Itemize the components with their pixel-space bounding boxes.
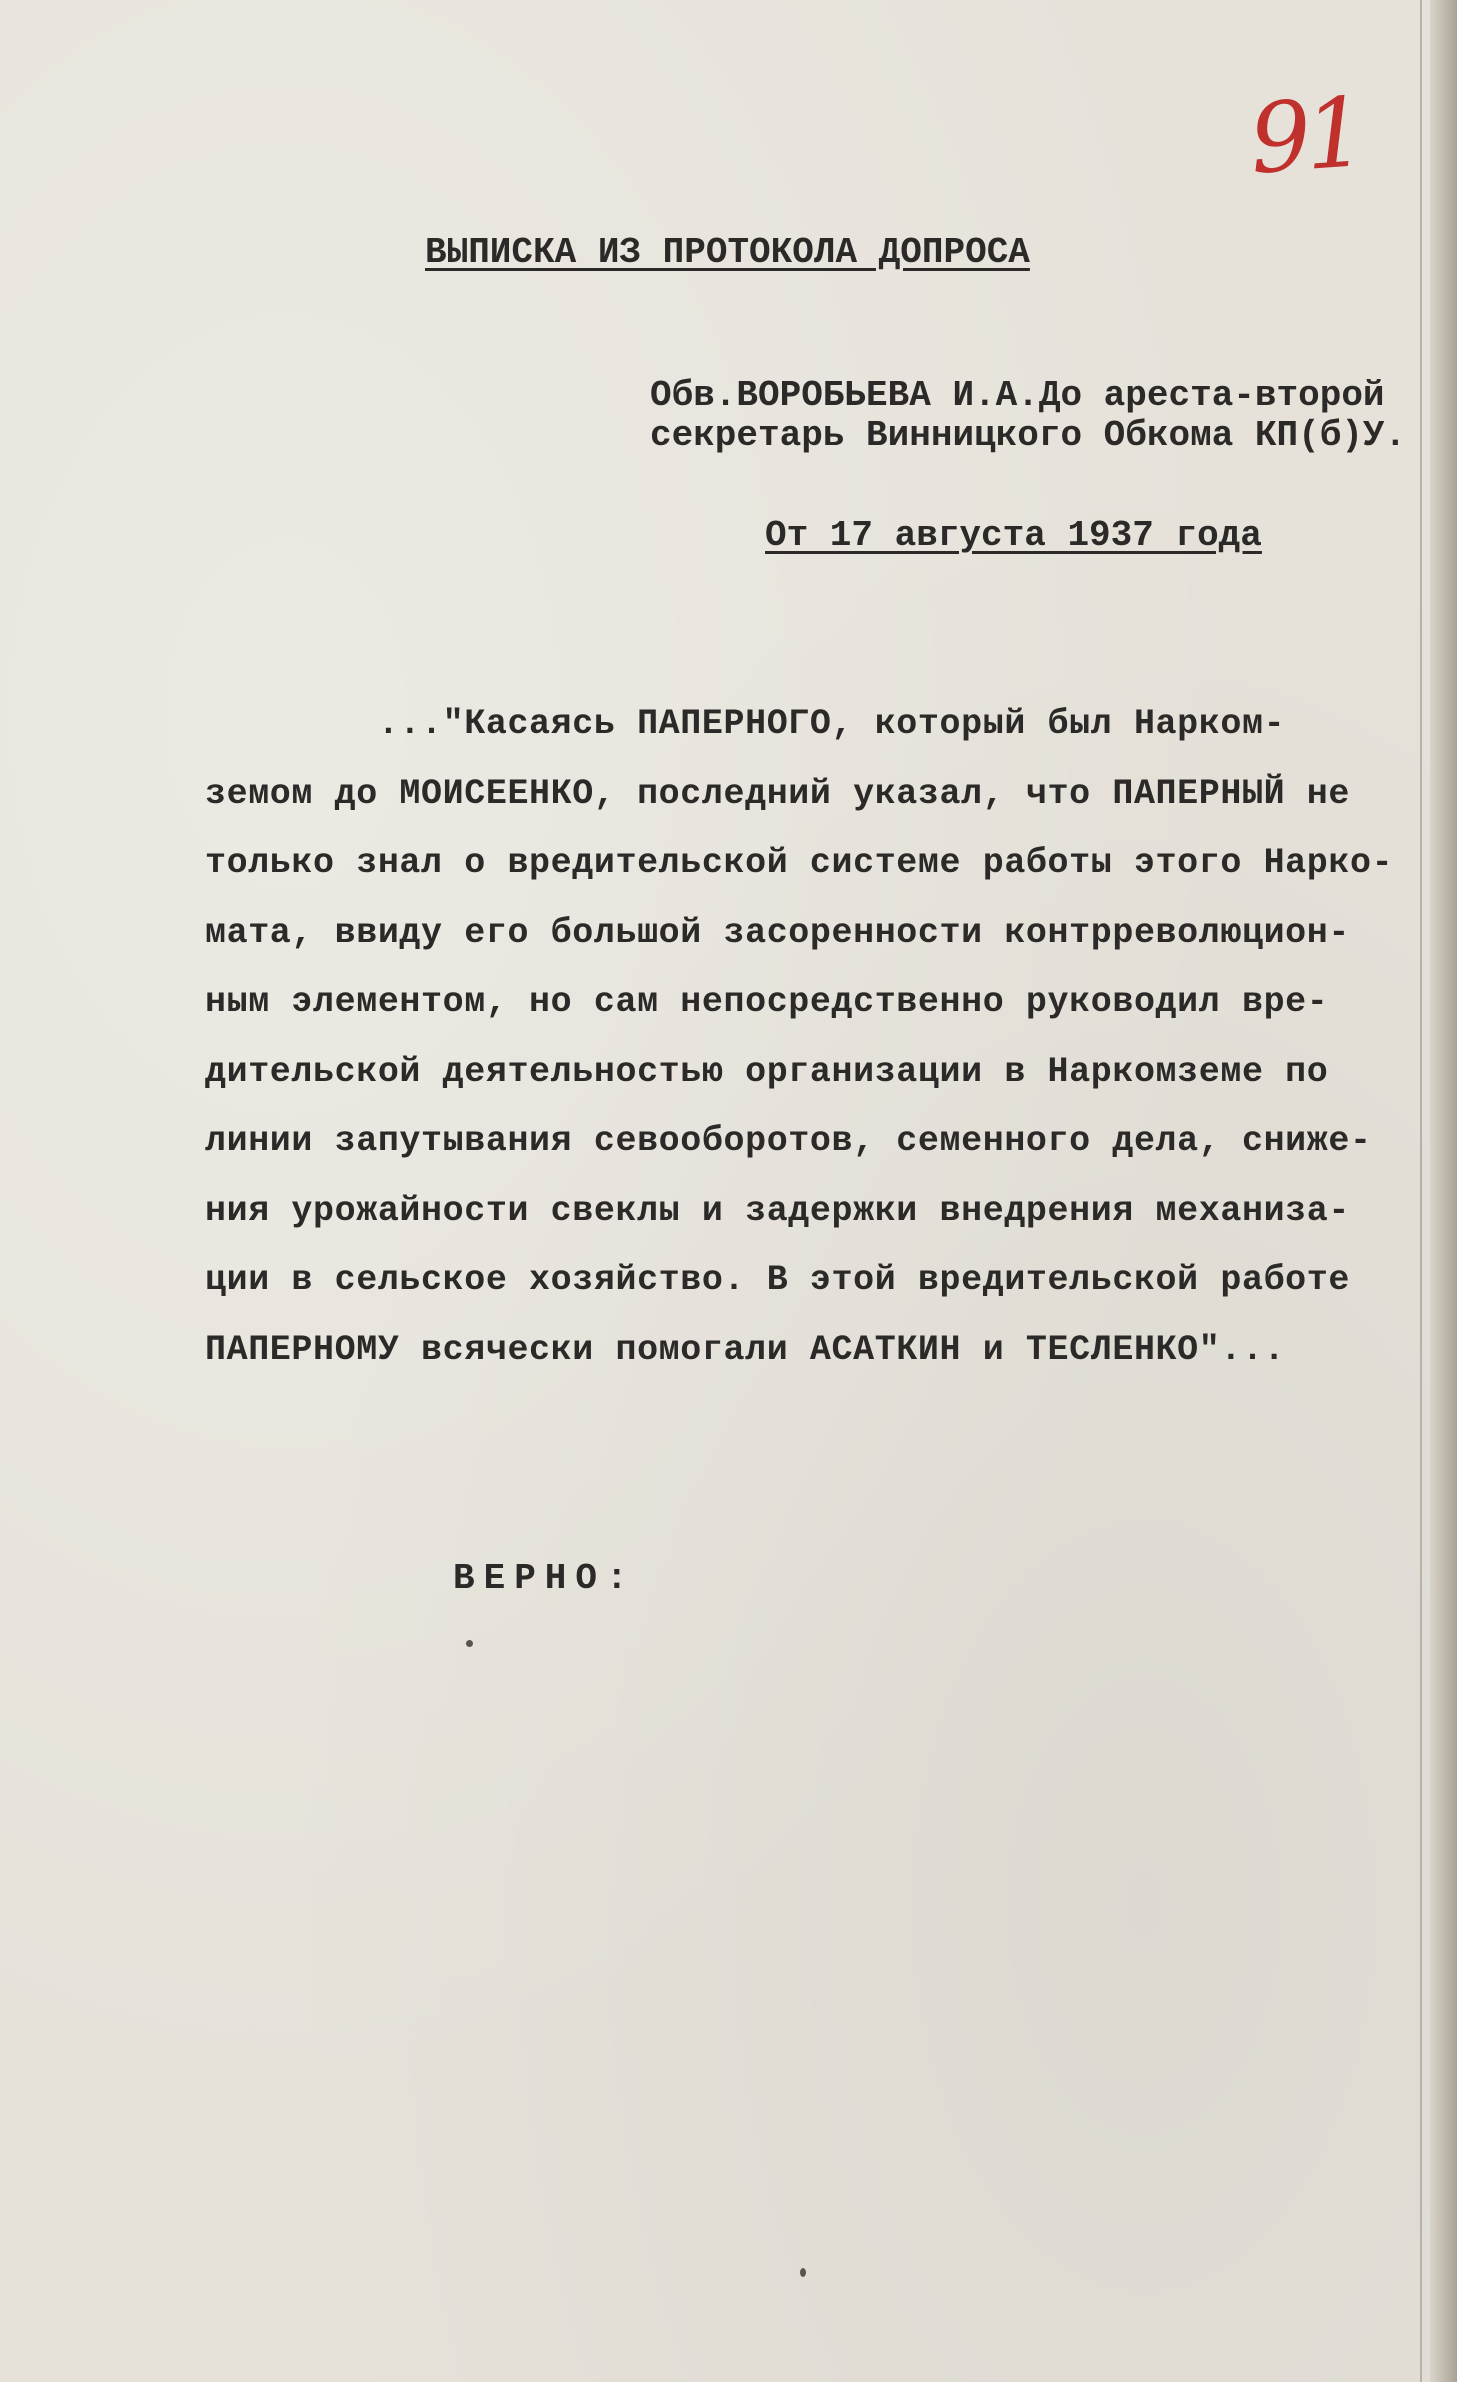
subject-line: Обв.ВОРОБЬЕВА И.А.До ареста-второй [650, 375, 1385, 416]
text-line: ния урожайности свеклы и задержки внедрения механиза- [205, 1190, 1350, 1231]
ink-speck [800, 2268, 806, 2277]
text-line: ции в сельское хозяйство. В этой вредительской работе [205, 1260, 1350, 1300]
ink-speck [466, 1640, 473, 1647]
interrogation-date: От 17 августа 1937 года [765, 515, 1262, 556]
text-line: линии запутывания севооборотов, семенного дела, сниже- [205, 1121, 1372, 1161]
text-line: дительской деятельностью организации в Наркомземе по [205, 1051, 1329, 1092]
page-edge-shadow [1430, 0, 1457, 2382]
certification-mark: ВЕРНО: [453, 1558, 637, 1599]
text-line: земом до МОИСЕЕНКО, последний указал, что ПАПЕРНЫЙ не [205, 773, 1350, 814]
subject-block [650, 376, 1406, 456]
text-line: ПАПЕРНОМУ всячески помогали АСАТКИН и ТЕСЛЕНКО"... [205, 1329, 1286, 1370]
document-title: ВЫПИСКА ИЗ ПРОТОКОЛА ДОПРОСА [425, 232, 1030, 273]
testimony-excerpt [205, 690, 1393, 1385]
text-line: ным элементом, но сам непосредственно руководил вре- [205, 982, 1329, 1022]
text-line: ..."Касаясь ПАПЕРНОГО, который был Нарком- [205, 704, 1286, 744]
text-line: мата, ввиду его большой засоренности контрреволюцион- [205, 912, 1350, 953]
page-edge-line [1420, 0, 1422, 2382]
archive-page-number: 91 [1246, 76, 1364, 196]
text-line: только знал о вредительской системе работы этого Нарко- [205, 843, 1394, 883]
subject-line: секретарь Винницкого Обкома КП(б)У. [650, 415, 1407, 456]
